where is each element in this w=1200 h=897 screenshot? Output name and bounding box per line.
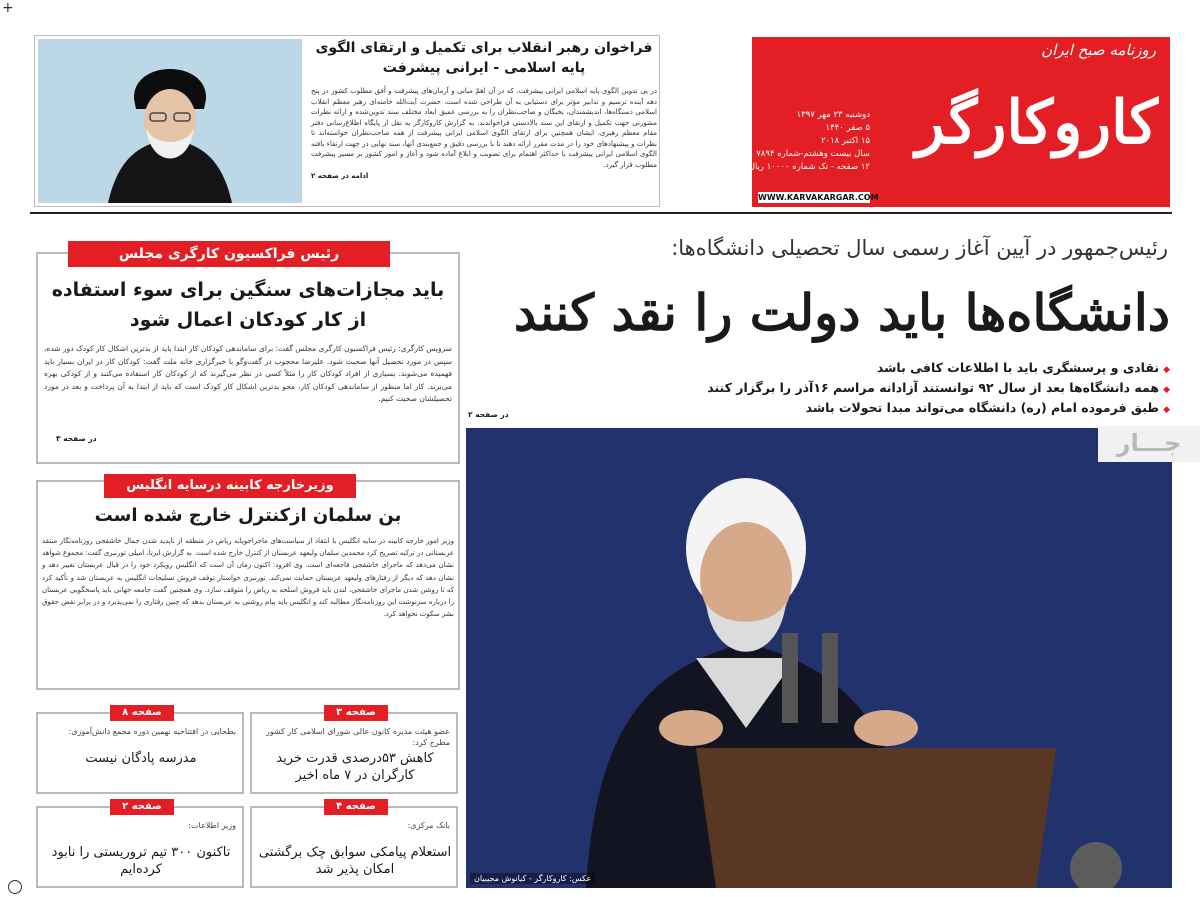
main-kicker: رئیس‌جمهور در آیین آغاز رسمی سال تحصیلی دانشگاه‌ها:	[671, 236, 1168, 260]
leader-continued-link[interactable]: ادامه در صفحه ۲	[311, 172, 369, 180]
masthead	[748, 37, 1170, 207]
leader-story-text	[311, 38, 657, 180]
issue-info	[748, 109, 870, 174]
section-divider	[30, 212, 1172, 214]
teaser-box-page-2[interactable]	[36, 801, 244, 888]
jaar-tab[interactable]: جـــار	[1098, 426, 1200, 462]
teaser-headline[interactable]: کاهش ۵۳درصدی قدرت خرید کارگران در ۷ ماه اخیر	[276, 751, 434, 783]
registration-mark-icon	[8, 880, 22, 894]
main-bullet-item: ◆ همه دانشگاه‌ها بعد از سال ۹۲ توانستند آزادانه مراسم ۱۶آذر را برگزار کنند	[640, 379, 1170, 399]
leader-body: در پی تدوین الگوی پایه اسلامی ایرانی پیشرفت، که در آن اهمّ مبانی و آرمان‌های پیشرفت و اُفق مطلوب کشور در پنج دهه آینده ترسیم و تدابیر مؤثر برای دستیابی به آن طراحی شده است، حضرت آیت‌الله خامنه‌ای رهبر معظم انقلاب اسلامی دستگاه‌ها، اندیشمندان، نخبگان و صاحب‌نظران را به بررسی عمیق ابعاد مختلف سند تدوین‌شده و ارائه نظرات مشورتی جهت تکمیل و ارتقای این سند بالادستی فراخواندند. به گزارش کاروکارگر به نقل از پایگاه اطلاع‌رسانی دفتر مقام معظم رهبری، ایشان همچنین برای ارتقای الگوی اسلامی ایرانی پیشرفت از همه صاحب‌نظران خواسته‌اند تا نظرات و پیشنهادهای خود را در مدت مقرر ارائه دهند تا با بررسی دقیق و جمع‌بندی آنها، سند نهایی در جهت ارتقاء یافته الگوی اسلامی ایرانی پیشرفت با حداکثر اهتمام برای تصویب و ابلاغ آماده شود و آغاز و امور کشور بر مسیر پیشرفت مطلوب قرار گیرد.	[311, 87, 657, 169]
teaser-box-page-8[interactable]	[36, 707, 244, 794]
leader-headline[interactable]: فراخوان رهبر انقلاب برای تکمیل و ارتقای الگوی پایه اسلامی - ایرانی پیشرفت	[315, 40, 653, 76]
teaser-page-tag: صفحه ۸	[110, 705, 174, 721]
teaser-page-tag: صفحه ۳	[324, 705, 388, 721]
bin-salman-story-headline[interactable]: بن سلمان ازکنترل خارج شده است	[94, 505, 402, 526]
teaser-kicker: بطحایی در افتتاحیه نهمین دوره مجمع دانش‌آموزی:	[68, 727, 236, 736]
teaser-box-page-3[interactable]	[250, 707, 458, 794]
main-bullets	[640, 359, 1170, 419]
teaser-kicker: وزیر اطلاعات:	[188, 821, 236, 830]
portrait-illustration	[38, 39, 302, 203]
teaser-box-page-4[interactable]	[250, 801, 458, 888]
fraction-story-tag: رئیس فراکسیون کارگری مجلس	[68, 241, 390, 267]
teaser-headline[interactable]: تاکنون ۳۰۰ تیم تروریستی را نابود کرده‌ایم	[51, 845, 231, 877]
leader-portrait-image	[38, 39, 302, 203]
fraction-story-body: سرویس کارگری: رئیس فراکسیون کارگری مجلس گفت: برای ساماندهی کودکان کار ابتدا باید از بدترین اشکال کار کودک دور شده، سپس در مورد تحصیل آنها صحبت شود. علیرضا محجوب در گفت‌وگو با خبرگزاری خانه ملت گفت: کودکان کار در ایران بسیار باید فهمیده می‌شوند. بسیاری از افراد کودکان کار را مثلاً کسی در نظر می‌گیرند که از کودکان کار استفاده می‌کنند و از کودکی بهره می‌برند. کار اما منظور از ساماندهی کودکان کار، محو بدترین اشکال کار کودک است که باید از ابتدا به آن پرداخت و بعد در مورد تحصیلشان صحبت کنیم.	[44, 344, 452, 403]
issue-date: دوشنبه ۲۳ مهر ۱۳۹۷	[796, 110, 870, 120]
masthead-subtitle: روزنامه صبح ایران	[1041, 41, 1156, 59]
president-photo-illustration	[466, 428, 1172, 888]
main-bullet-item: ◆ نقادی و پرسشگری باید با اطلاعات کافی باشد	[640, 359, 1170, 379]
fraction-story-headline[interactable]: باید مجازات‌های سنگین برای سوء استفاده از کار کودکان اعمال شود	[51, 279, 445, 331]
issue-number: سال بیست وهشتم-شماره ۷۸۹۴	[756, 149, 870, 159]
main-bullet-item: ◆ طبق فرموده امام (ره) دانشگاه می‌تواند مبدا تحولات باشد	[640, 399, 1170, 419]
main-photo	[466, 428, 1172, 888]
fraction-continued-link[interactable]: در صفحه ۳	[56, 434, 97, 443]
masthead-title: کاروکارگر	[915, 88, 1158, 158]
teaser-kicker: بانک مرکزی:	[407, 821, 450, 830]
main-continued-link[interactable]: در صفحه ۲	[468, 410, 509, 419]
crop-mark-icon: +	[2, 0, 14, 16]
photo-credit: عکس: کاروکارگر - کیانوش مجیبیان	[470, 873, 595, 884]
teaser-kicker: عضو هیئت مدیره کانون عالی شورای اسلامی کار کشور مطرح کرد:	[265, 727, 450, 747]
teaser-page-tag: صفحه ۴	[324, 799, 388, 815]
teaser-headline[interactable]: مدرسه پادگان نیست	[85, 751, 197, 766]
bin-salman-story-tag: وزیرخارجه کابینه درسایه انگلیس	[104, 474, 356, 498]
issue-price: ۱۲ صفحه - تک شماره ۱۰۰۰۰ ریال	[748, 162, 870, 172]
leader-story[interactable]	[34, 35, 660, 207]
issue-gregorian-date: ۱۵ اکتبر ۲۰۱۸	[820, 136, 870, 146]
teaser-headline[interactable]: استعلام پیامکی سوابق چک برگشتی امکان پذیر شد	[258, 845, 452, 877]
website-link[interactable]: WWW.KARVAKARGAR.COM	[758, 193, 879, 202]
main-headline[interactable]: دانشگاه‌ها باید دولت را نقد کنند	[513, 283, 1170, 342]
issue-hijri-date: ۵ صفر ۱۴۴۰	[825, 123, 870, 133]
teaser-page-tag: صفحه ۲	[110, 799, 174, 815]
bin-salman-story-body: وزیر امور خارجه کابینه در سایه انگلیس با انتقاد از سیاست‌های ماجراجویانه ریاض در منطقه از ناپدید شدن جمال خاشقجی روزنامه‌نگار منتقد عربستانی در ترکیه تصریح کرد محمدبن سلمان ولیعهد عربستان از کنترل خارج شده است. به گزارش ایرنا، امیلی تورنبری گفت: مجموع شواهد نشان می‌دهد که ماجرای خاشقجی فاجعه‌ای است. وی افزود: اکنون زمان آن است که انگلیس رویکرد خود را در قبال عربستان تغییر دهد و نشان دهد که دیگر از رفتارهای ولیعهد عربستان حمایت نمی‌کند. تورنبری خواستار توقف فروش تسلیحات انگلیس به عربستان شد و تأکید کرد که تا روشن شدن ماجرای خاشقجی، لندن باید فروش اسلحه به ریاض را متوقف سازد. وی همچنین گفت جامعه جهانی باید پاسخگویی عربستان را درباره سرنوشت این روزنامه‌نگار مطالبه کند و انگلیس باید پیام روشنی به عربستان بدهد که چنین رفتاری را نمی‌پذیرد و در برابر نقض حقوق بشر سکوت نخواهد کرد.	[42, 537, 454, 619]
